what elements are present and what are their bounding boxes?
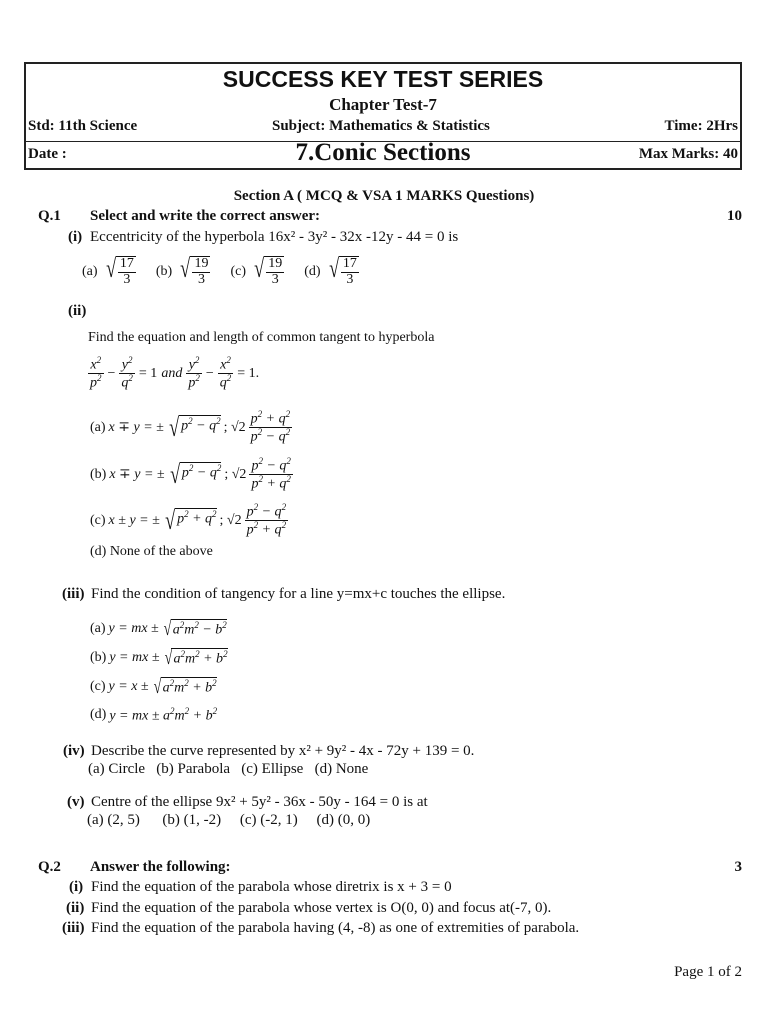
q1-ii-option-b: (b) x ∓ y = ± √ $p^2 - q^2$ ; √2 $\frac{p^2 - q^2}{p^2 + q^2}$ [90,456,291,492]
denominator: 3 [123,271,131,287]
chapter-test-label: Chapter Test-7 [329,95,437,114]
q1-iv-text: Describe the curve represented by x² + 9y² - 4x - 72y + 139 = 0. [91,743,475,759]
numerator: 19 [268,256,283,271]
numerator: 17 [342,256,357,271]
header-box [24,62,742,170]
q1-i-option-d [304,256,359,287]
q2-instruction: Answer the following: [90,859,231,875]
option-label: (b) [90,650,107,665]
q2-ii-label: (ii) [66,900,85,916]
q1-i-text: Eccentricity of the hyperbola 16x² - 3y² - 32x -12y - 44 = 0 is [90,229,459,245]
q1-iii-option-c: (c) y = x ± √ $a^2m^2 + b^2$ [90,676,217,698]
sqrt-fraction: √ $\frac{19}{3}$ [254,254,283,287]
q1-v-text: Centre of the ellipse 9x² + 5y² - 36x - 50y - 164 = 0 is at [91,794,428,810]
section-a-heading: Section A ( MCQ & VSA 1 MARKS Questions) [233,188,535,204]
q1-iv-options: (a) Circle (b) Parabola (c) Ellipse (d) None [88,761,369,777]
and-word: and [161,365,183,381]
q1-ii-option-c: (c) x ± y = ± √ $p^2 + q^2$ ; √2 $\frac{p^2 - q^2}{p^2 + q^2}$ [90,502,287,538]
option-label: (d) [304,263,321,279]
denominator: 3 [197,271,205,287]
option-label: (a) [90,419,106,435]
sqrt-fraction: √ $\frac{19}{3}$ [180,254,209,287]
q1-iii-option-d: (d) y = mx ± $a^2m^2 + b^2$ [90,706,218,724]
q2-i-text: Find the equation of the parabola whose diretrix is x + 3 = 0 [91,879,452,895]
q1-iii-text: Find the condition of tangency for a line y=mx+c touches the ellipse. [91,586,506,602]
q2-ii-text: Find the equation of the parabola whose vertex is O(0, 0) and focus at(-7, 0). [91,900,552,916]
test-series-title: SUCCESS KEY TEST SERIES [222,66,544,92]
chapter-title: 7.Conic Sections [295,139,471,166]
q1-i-option-b [156,256,211,287]
q2-marks: 3 [734,859,742,875]
q1-i-options [82,256,379,287]
q1-i-option-c [230,256,284,287]
sqrt-fraction: √ $\frac{17}{3}$ [105,254,134,287]
option-label: (b) [90,466,107,482]
q1-ii-option-a: (a) x ∓ y = ± √ $p^2 - q^2$ ; √2 $\frac{p^2 + q^2}{p^2 - q^2}$ [90,409,291,445]
q1-marks: 10 [727,208,742,224]
max-marks-label: Max Marks: 40 [638,146,738,162]
std-label: Std: 11th Science [28,118,138,134]
q1-ii-hyperbolas: $\frac{x^2}{p^2}$ − $\frac{y^2}{q^2}$ = 1 and $\frac{y^2}{p^2}$ − $\frac{x^2}{q^2}$ = 1. [90,355,260,391]
q2-i-label: (i) [69,879,84,895]
q1-ii-option-d: (d) None of the above [90,544,213,559]
time-label: Time: 2Hrs [664,118,738,134]
q1-v-options: (a) (2, 5) (b) (1, -2) (c) (-2, 1) (d) (0, 0) [87,812,371,828]
option-label: (c) [90,679,106,694]
numerator: 19 [194,256,209,271]
option-label: (b) [155,263,173,279]
option-label: (d) [90,707,107,723]
q1-iii-label: (iii) [62,586,85,602]
option-label: (a) [82,263,98,279]
sqrt-expr: √ $p^2 + q^2$ [164,505,217,535]
date-label: Date : [28,146,67,162]
option-label: (c) [90,512,106,528]
fraction-x2-p2: $\frac{x^2}{p^2}$ [90,355,102,391]
q1-iv-label: (iv) [63,743,85,759]
subject-label: Subject: Mathematics & Statistics [272,118,490,134]
q1-v-label: (v) [67,794,85,810]
q1-ii-label: (ii) [68,303,87,319]
sqrt-expr: √ $p^2 - q^2$ [168,412,221,442]
q1-number: Q.1 [38,208,61,224]
numerator: 17 [119,256,134,271]
q1-ii-text: Find the equation and length of common tangent to hyperbola [88,330,435,345]
fraction-y2-q2: $\frac{y^2}{q^2}$ [121,355,133,391]
q1-iii-option-b: (b) y = mx ± √ $a^2m^2 + b^2$ [90,647,228,669]
denominator: 3 [346,271,354,287]
denominator: 3 [271,271,279,287]
fraction-y2-p2: $\frac{y^2}{p^2}$ [188,355,200,391]
q2-iii-text: Find the equation of the parabola having (4, -8) as one of extremities of parabola. [91,920,580,936]
sqrt-expr: √ $p^2 - q^2$ [169,459,222,489]
q1-instruction: Select and write the correct answer: [90,208,321,224]
option-label: (a) [90,621,106,636]
fraction-x2-q2: $\frac{x^2}{q^2}$ [219,355,232,391]
q1-iii-option-a: (a) y = mx ± √ $a^2m^2 - b^2$ [90,618,227,640]
option-label: (c) [230,263,246,279]
q1-i-label: (i) [68,229,83,245]
q2-iii-label: (iii) [62,920,85,936]
q2-number: Q.2 [38,859,61,875]
sqrt-fraction: √ $\frac{17}{3}$ [328,254,357,287]
q1-i-option-a [82,256,136,287]
page-number: Page 1 of 2 [674,964,742,980]
